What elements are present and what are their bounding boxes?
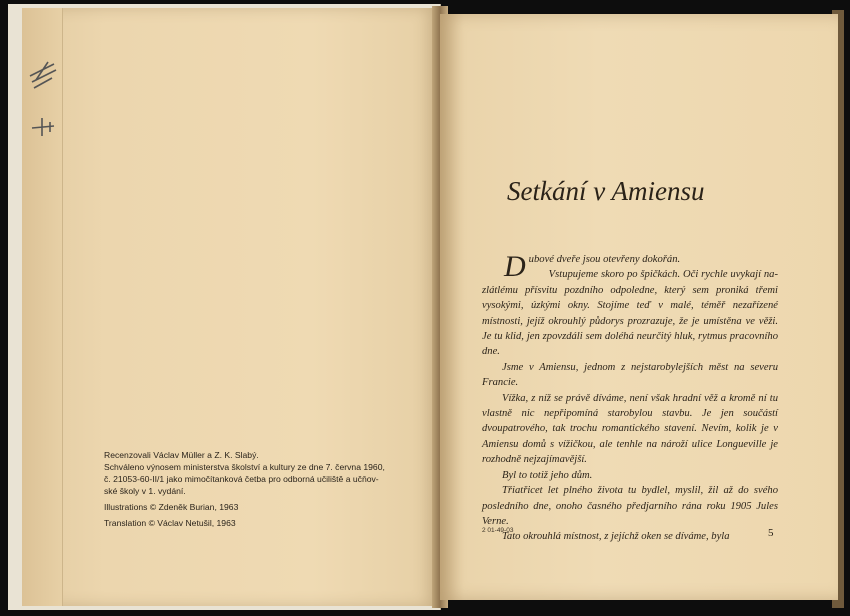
print-signature: 2 01-49-03 xyxy=(482,527,514,534)
illustrations-credit: Illustrations © Zdeněk Burian, 1963 xyxy=(104,502,239,512)
drop-cap: D xyxy=(504,250,526,283)
pencil-scribble-icon xyxy=(26,56,60,146)
paragraph: Tato okrouhlá místnost, z jejíchž oken se díváme, byla xyxy=(502,531,730,543)
imprint-line: Recenzovali Václav Müller a Z. K. Slabý. xyxy=(104,450,259,460)
paragraph xyxy=(482,250,778,283)
imprint-block xyxy=(104,449,409,529)
translation-credit: Translation © Václav Netušil, 1963 xyxy=(104,518,236,528)
chapter-body xyxy=(482,252,778,545)
paragraph-text: ubové dveře jsou otevřeny dokořán. xyxy=(528,254,681,265)
paragraph: Třiatřicet let plného života tu bydlel, myslil, žil až do svého posledního dne, onoho časného předjarního rána roku 1905 Jules Verne. xyxy=(482,485,778,527)
imprint-line: ské školy v 1. vydání. xyxy=(104,486,186,496)
page-number: 5 xyxy=(768,527,774,539)
paragraph: Vížka, z níž se právě díváme, není však hradní věž a kromě ní tu vlastně nic nepřipomíná starobylou stavbu. Je jen součástí dvoupatrového, tak trochu romantického stavení. Nevím, kolik je v Amiensu domů s vížičkou, ale tenhle na nároží ulice Longueville je rozhodně nejzajímavější. xyxy=(482,392,778,466)
imprint-line: Schváleno výnosem ministerstva školství a kultury ze dne 7. června 1960, xyxy=(104,462,385,472)
imprint-line: č. 21053-60-II/1 jako mimočítanková četba pro odborná učiliště a učňov- xyxy=(104,474,379,484)
paragraph: Jsme v Amiensu, jednom z nejstarobylejších měst na severu Francie. xyxy=(482,361,778,389)
paragraph: Byl to totiž jeho dům. xyxy=(502,469,593,481)
chapter-title: Setkání v Amiensu xyxy=(507,176,705,206)
paragraph: Vstupujeme skoro po špičkách. Oči rychle uvykají na-zlátlému přísvitu pozdního odpoledne, který sem proniká třemi vysokými, úzkými okny. Stojíme teď v malé, téměř nezařízené místnosti, jejíž okrouhlý půdorys prozrazuje, že je umístěna ve věži. Je tu klid, jen zpovzdáli sem doléhá neurčitý hluk, rytmus pracovního dne. xyxy=(482,269,778,358)
